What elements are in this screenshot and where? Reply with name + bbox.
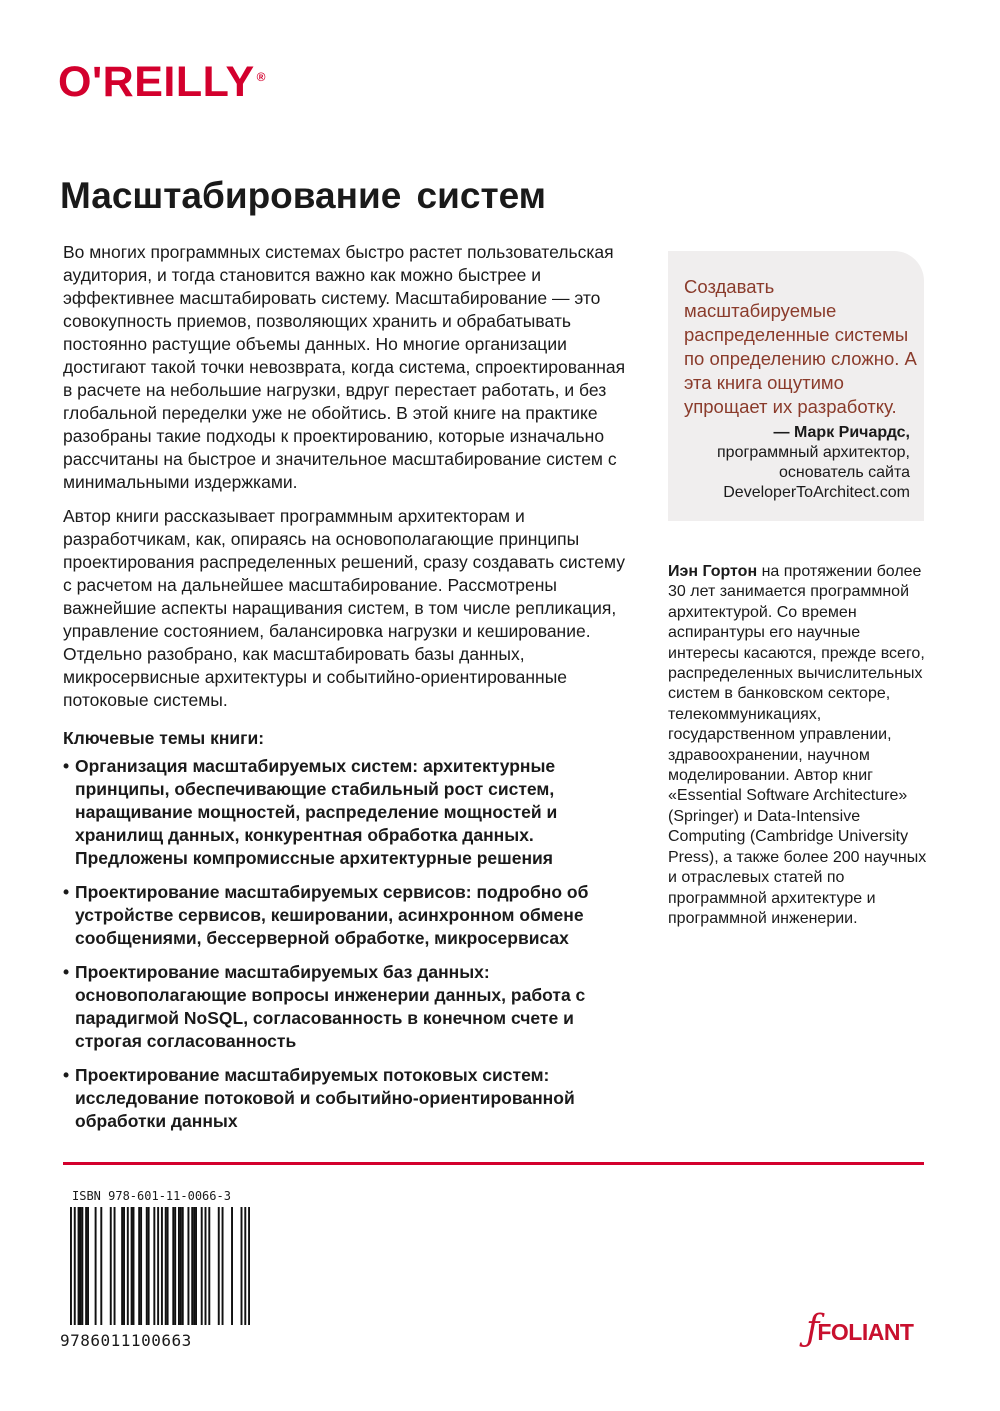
topic-item: • Проектирование масштабируемых потоковых систем: исследование потоковой и событийно-ориентированной обработки данных <box>63 1064 638 1133</box>
barcode-bar <box>146 1207 148 1325</box>
barcode-bar <box>191 1207 193 1325</box>
description-paragraph: Во многих программных системах быстро растет пользовательская аудитория, и тогда становится важно как можно быстрее и эффективнее масштабировать систему. Масштабирование — это совокупность приемов, позволяющих хранить и обрабатывать постоянно растущие объемы данных. Но многие организации достигают такой точки невозврата, когда система, спроектированная в расчете на небольшие нагрузки, вдруг перестает работать, и без глобальной переделки уже не обойтись. В этой книге на практике разобраны такие подходы к проектированию, которые изначально рассчитаны на быстрое и значительное масштабирование систем с минимальными издержками. <box>63 242 626 492</box>
barcode-bar <box>205 1207 207 1325</box>
barcode-bar <box>100 1207 102 1325</box>
barcode <box>70 1207 250 1325</box>
barcode-bar <box>193 1207 195 1325</box>
barcode-bar <box>157 1207 159 1325</box>
topic-item: • Проектирование масштабируемых баз данных: основополагающие вопросы инженерии данных, работа с парадигмой NoSQL, согласованность в конечном счете и строгая согласованность <box>63 961 638 1053</box>
barcode-bar <box>70 1207 72 1325</box>
barcode-bar <box>81 1207 83 1325</box>
barcode-bar <box>87 1207 89 1325</box>
barcode-bar <box>110 1207 112 1325</box>
barcode-bar <box>218 1207 220 1325</box>
quote-role: основатель сайта <box>778 464 910 481</box>
barcode-bar <box>248 1207 250 1325</box>
author-name: Иэн Гортон <box>668 563 758 580</box>
barcode-bar <box>201 1207 203 1325</box>
barcode-bar <box>121 1207 123 1325</box>
barcode-bar <box>114 1207 116 1325</box>
description <box>63 241 633 723</box>
barcode-bar <box>222 1207 224 1325</box>
barcode-bar <box>244 1207 246 1325</box>
foliant-logo-text: FOLIANT <box>817 1319 914 1345</box>
barcode-bar <box>74 1207 76 1325</box>
barcode-bar <box>180 1207 182 1325</box>
divider <box>63 1162 924 1165</box>
barcode-bar <box>165 1207 167 1325</box>
barcode-bar <box>153 1207 155 1325</box>
quote-attribution <box>717 423 910 503</box>
barcode-bar <box>78 1207 80 1325</box>
barcode-bar <box>140 1207 142 1325</box>
topic-item: • Проектирование масштабируемых сервисов: подробно об устройстве сервисов, кешировании, асинхронном обмене сообщениями, бессерверной обработке, микросервисах <box>63 881 638 950</box>
barcode-bar <box>178 1207 180 1325</box>
topics-heading: Ключевые темы книги: <box>63 728 265 748</box>
quote-author: — Марк Ричардс, <box>773 424 910 441</box>
barcode-bar <box>161 1207 163 1325</box>
barcode-bar <box>167 1207 169 1325</box>
author-bio <box>668 562 928 929</box>
barcode-bar <box>148 1207 150 1325</box>
topic-item: • Организация масштабируемых систем: архитектурные принципы, обеспечивающие стабильный рост систем, наращивание мощностей, распределение мощностей и хранилищ данных, конкурентная обработка данных. Предложены компромиссные архитектурные решения <box>63 755 638 870</box>
barcode-bar <box>133 1207 135 1325</box>
barcode-bar <box>123 1207 125 1325</box>
barcode-bar <box>131 1207 133 1325</box>
barcode-bar <box>241 1207 243 1325</box>
barcode-bar <box>187 1207 189 1325</box>
barcode-bar <box>95 1207 97 1325</box>
barcode-bar <box>195 1207 197 1325</box>
barcode-bar <box>174 1207 176 1325</box>
barcode-bar <box>208 1207 210 1325</box>
oreilly-logo <box>58 58 266 107</box>
quote-text: Создавать масштабируемые распределенные системы по определению сложно. А эта книга ощутимо упрощает их разработку. <box>684 276 917 417</box>
topics-list <box>63 755 638 1144</box>
author-bio-text: на протяжении более 30 лет занимается программной архитектурой. Со времен аспирантуры его научные интересы касаются, прежде всего, распределенных вычислительных систем в банковском секторе, телекоммуникациях, государственном управлении, здравоохранении, научном моделировании. Автор книг «Essential Software Architecture» (Springer) и Data-Intensive Computing (Cambridge University Press), а также более 200 научных и отраслевых статей по программной архитектуре и программной инженерии. <box>668 563 927 927</box>
quote-website: DeveloperToArchitect.com <box>723 484 910 501</box>
foliant-logo <box>806 1308 913 1349</box>
description-paragraph: Автор книги рассказывает программным архитекторам и разработчикам, как, опираясь на основополагающие принципы проектирования распределенных решений, сразу создавать систему с расчетом на дальнейшее масштабирование. Рассмотрены важнейшие аспекты наращивания систем, в том числе репликация, управление состоянием, балансировка нагрузки и кеширование. Отдельно разобрано, как масштабировать базы данных, микросервисные архитектуры и событийно-ориентированные потоковые системы. <box>63 506 625 710</box>
barcode-bar <box>172 1207 174 1325</box>
barcode-bar <box>231 1207 233 1325</box>
book-title: Масштабирование систем <box>60 175 547 216</box>
barcode-bar <box>85 1207 87 1325</box>
registered-mark: ® <box>256 69 266 84</box>
barcode-bar <box>79 1207 81 1325</box>
foliant-logo-mark: ƒ <box>806 1308 820 1349</box>
barcode-bar <box>182 1207 184 1325</box>
oreilly-logo-text: O'REILLY <box>58 58 255 106</box>
quote-role: программный архитектор, <box>717 444 910 461</box>
barcode-bar <box>127 1207 129 1325</box>
quote-box <box>668 251 924 521</box>
isbn: ISBN 978-601-11-0066-3 <box>72 1189 231 1203</box>
barcode-bar <box>138 1207 140 1325</box>
barcode-digits: 9786011100663 <box>60 1331 192 1350</box>
